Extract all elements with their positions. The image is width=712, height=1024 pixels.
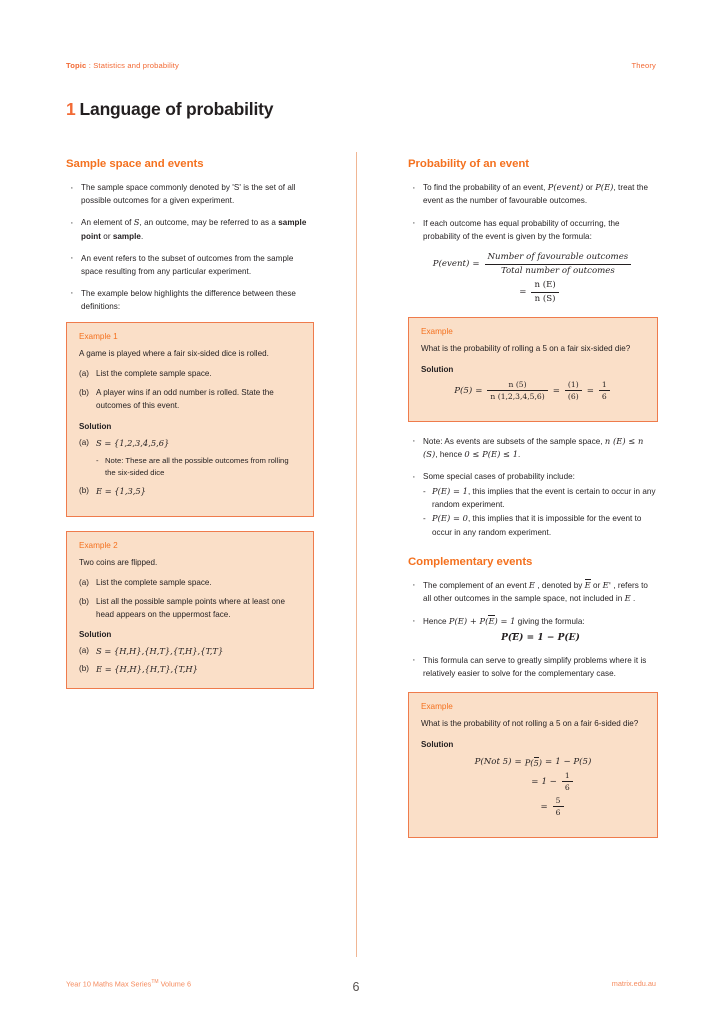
eb-l2-den: 6 (564, 783, 570, 793)
et-f2-den: (6) (567, 392, 579, 402)
eb-l2-num: 1 (562, 771, 573, 782)
example-1-stem: A game is played where a fair six-sided dice is rolled. (79, 349, 269, 359)
cb1-e: . (630, 594, 636, 604)
probability-formula (408, 252, 658, 305)
answer-note-a: - Note: These are all the possible outcomes from rolling the six-sided dice (96, 455, 301, 479)
eb-line2-int: 1 − (541, 776, 557, 787)
bullet-complement-definition (408, 579, 658, 606)
part-label-a: (a) (79, 369, 89, 379)
eb-line-3 (421, 796, 645, 818)
part-text-b: A player wins if an odd number is rolled. State the outcomes of this event. (96, 388, 274, 411)
bullet2-end: . (140, 231, 144, 241)
bullet-special-cases (408, 470, 658, 538)
complement-formula: P(E) = 1 − P(E) (501, 633, 580, 643)
eb-line2-eq: = (531, 776, 539, 787)
example-box-complement (408, 692, 658, 837)
sc2-math: P(E) = 0 (432, 513, 468, 524)
nb-math-1: n (E) ≤ n (S) (423, 435, 644, 460)
page-header (66, 61, 656, 70)
header-topic-label: Topic (66, 61, 87, 70)
et-eq1: = (475, 385, 483, 396)
cb2-a: Hence (423, 616, 449, 626)
right-bullet-list-3 (408, 579, 658, 680)
example-2-solution-label: Solution (79, 630, 112, 640)
eb-l3-den: 6 (555, 808, 561, 818)
example-box-2 (66, 531, 314, 690)
special-case-certain (423, 485, 658, 512)
cb1-a: The complement of an event (423, 580, 529, 590)
et-fraction-1 (487, 380, 547, 402)
special-cases-lead: Some special cases of probability include: (423, 472, 575, 482)
part-label-a: (a) (79, 577, 89, 587)
right-column (408, 158, 658, 838)
cb1-math-E-prime: E' (602, 579, 612, 590)
bullet-complement-formula (408, 615, 658, 646)
eb-lhs: P(Not 5) (474, 757, 512, 768)
complement-formula-display (423, 631, 658, 646)
et-f2-num: (1) (565, 380, 582, 391)
heading-probability-of-an-event: Probability of an event (408, 158, 530, 170)
formula-line-1 (408, 252, 658, 276)
b1-math-p-e: P(E) (595, 182, 614, 192)
bullet-note-subsets (408, 435, 658, 462)
example-top-question: What is the probability of rolling a 5 on a fair six-sided die? (421, 343, 631, 353)
example-bottom-solution-label: Solution (421, 740, 454, 750)
footer-volume: Volume 6 (158, 979, 191, 988)
answer-label-a: (a) (79, 437, 89, 447)
bullet-find-probability (408, 181, 658, 208)
right-bullet-list-2 (408, 435, 658, 539)
answer-math-b: E = {H,H},{H,T},{T,H} (96, 664, 198, 675)
example-1-answers (79, 437, 301, 499)
example-2-part-b (79, 596, 301, 622)
example-2-answer-b (79, 663, 301, 677)
example-bottom-title: Example (421, 702, 453, 712)
eb-line-1 (421, 757, 645, 768)
part-text-b: List all the possible sample points where at least one head appears on the uppermost face. (96, 596, 285, 619)
nb-b: , hence (435, 450, 465, 460)
b1-b: or (583, 183, 596, 192)
special-cases-list (423, 485, 658, 539)
heading-sample-space-and-events: Sample space and events (66, 158, 204, 170)
example-2-answer-a (79, 645, 301, 659)
footer-url: matrix.edu.au (611, 979, 656, 988)
page-title (66, 99, 273, 120)
example-box-1 (66, 322, 314, 517)
eb-line3-fraction (553, 796, 564, 818)
example-1-answer-a (79, 437, 301, 479)
example-2-parts (79, 577, 301, 622)
formula-fraction (485, 252, 632, 276)
cb1-c: or (590, 580, 603, 590)
example-2-answers (79, 645, 301, 677)
eb-rhs: 1 − P(5) (555, 757, 592, 768)
sc1-text: , this implies that the event is certain to occur in any random experiment. (432, 486, 656, 510)
eb-line3-eq: = (540, 801, 548, 812)
bullet-example-intro: · The example below highlights the difference between these definitions: (66, 287, 314, 313)
part-text-a: List the complete sample space. (96, 369, 212, 379)
eb-line-2 (421, 771, 645, 793)
part-label-b: (b) (79, 388, 89, 398)
cb1-math-E: E (528, 579, 536, 590)
example-1-parts (79, 368, 301, 413)
sc1-math: P(E) = 1 (432, 485, 468, 496)
answer-math-a: S = {H,H},{H,T},{T,H},{T,T} (96, 646, 224, 657)
formula-equals: = (472, 259, 480, 269)
example-1-title: Example 1 (79, 332, 118, 342)
bullet-equal-probability: · If each outcome has equal probability of occurring, the probability of the event is given by the formula: (408, 217, 658, 243)
bullet2-or: or (100, 231, 113, 241)
cb1-b: , denoted by (535, 580, 585, 590)
special-case-impossible (423, 512, 658, 539)
example-bottom-working (421, 757, 645, 817)
example-top-title: Example (421, 326, 453, 336)
part-label-b: (b) (79, 596, 89, 606)
formula-lhs: P(event) (432, 259, 470, 269)
example-1-solution-label: Solution (79, 421, 112, 431)
left-bullet-list (66, 181, 314, 313)
eb-eq2: = (545, 757, 553, 768)
cb1-math-E2: E (624, 593, 631, 604)
header-theory-label: Theory (631, 61, 656, 70)
formula-numerator: Number of favourable outcomes (485, 252, 632, 265)
heading-complementary-events: Complementary events (408, 555, 533, 568)
et-fraction-3 (599, 380, 610, 402)
et-eq3: = (586, 385, 594, 396)
bullet2-prefix: An element of (81, 218, 134, 228)
header-topic-text: Statistics and probability (93, 61, 180, 70)
example-2-title: Example 2 (79, 540, 118, 550)
footer-trademark: TM (151, 978, 159, 985)
bullet-simplify-problems: · This formula can serve to greatly simplify problems where it is relatively easier to solve for the complementary case. (408, 654, 658, 680)
example-2-part-a (79, 577, 301, 590)
column-divider (356, 152, 357, 957)
bullet2-bold-sample: sample (112, 231, 141, 241)
et-f1-den: n (1,2,3,4,5,6) (490, 392, 545, 402)
et-fraction-2 (565, 380, 582, 402)
right-bullet-list-1 (408, 181, 658, 243)
et-f3-den: 6 (601, 392, 607, 402)
bullet-element (66, 216, 314, 243)
cb1-d: , refers to all other outcomes in the sample space, not included in (423, 580, 648, 604)
cb2-math: P(E) + P(E) = 1 (448, 615, 516, 626)
sc2-text: , this implies that it is impossible for the event to occur in any random experiment. (432, 514, 642, 537)
eb-line2-fraction (562, 771, 573, 793)
nb-math-2: 0 ≤ P(E) ≤ 1 (464, 449, 519, 460)
example-bottom-question: What is the probability of not rolling a 5 on a fair 6-sided die? (421, 719, 639, 729)
b1-c: , treat the event as the number of favourable outcomes. (423, 183, 649, 206)
page-number: 6 (352, 980, 360, 994)
eb-math-p5bar: P(5) (524, 757, 543, 768)
et-f1-num: n (5) (487, 380, 547, 391)
example-2-stem: Two coins are flipped. (79, 557, 158, 567)
footer-series-name: Year 10 Maths Max Series (66, 979, 152, 988)
formula-denominator: Total number of outcomes (500, 265, 615, 276)
header-topic (66, 61, 179, 70)
example-top-working (421, 380, 645, 402)
et-eq2: = (552, 385, 560, 396)
answer-math-b: E = {1,3,5} (96, 485, 146, 496)
example-1-part-a (79, 368, 301, 381)
left-column (66, 158, 314, 689)
example-1-part-b (79, 387, 301, 413)
eb-l3-num: 5 (553, 796, 564, 807)
answer-math-a: S = {1,2,3,4,5,6} (96, 437, 170, 448)
example-top-solution-label: Solution (421, 364, 454, 374)
page-title-text: Language of probability (79, 99, 274, 119)
page-title-number: 1 (66, 99, 76, 119)
b1-a: To find the probability of an event, (423, 183, 548, 192)
example-box-probability (408, 317, 658, 422)
bullet2-bold-sample-point: sample point (81, 218, 307, 241)
et-f3-num: 1 (599, 380, 610, 391)
example-top-eq-row (421, 380, 645, 402)
bullet-sample-space: · The sample space commonly denoted by 'S' is the set of all possible outcomes for a given experiment. (66, 181, 314, 207)
nb-a: Note: As events are subsets of the sample space, (423, 436, 605, 446)
formula2-equals: = (519, 287, 527, 298)
bullet-event: · An event refers to the subset of outcomes from the sample space resulting from any particular experiment. (66, 252, 314, 278)
answer-label-b: (b) (79, 664, 89, 674)
eb-eq1: = (514, 757, 522, 768)
cb1-math-E-bar: E (584, 579, 591, 590)
example-1-answer-b (79, 485, 301, 499)
answer-label-b: (b) (79, 485, 89, 495)
formula-line-2 (408, 280, 658, 304)
cb2-b: giving the formula: (515, 616, 585, 626)
b1-math-p-event: P(event) (547, 182, 584, 192)
part-text-a: List the complete sample space. (96, 577, 212, 587)
nb-c: . (518, 450, 521, 460)
bullet2-mid: , an outcome, may be referred to as a (139, 218, 279, 228)
et-lhs: P(5) (454, 385, 473, 396)
formula2-numerator: n (E) (531, 280, 558, 293)
header-topic-separator: : (86, 61, 94, 70)
bullet2-math-S: S (133, 217, 140, 228)
formula2-fraction (531, 280, 558, 304)
answer-label-a: (a) (79, 646, 89, 656)
formula2-denominator: n (S) (534, 293, 556, 304)
